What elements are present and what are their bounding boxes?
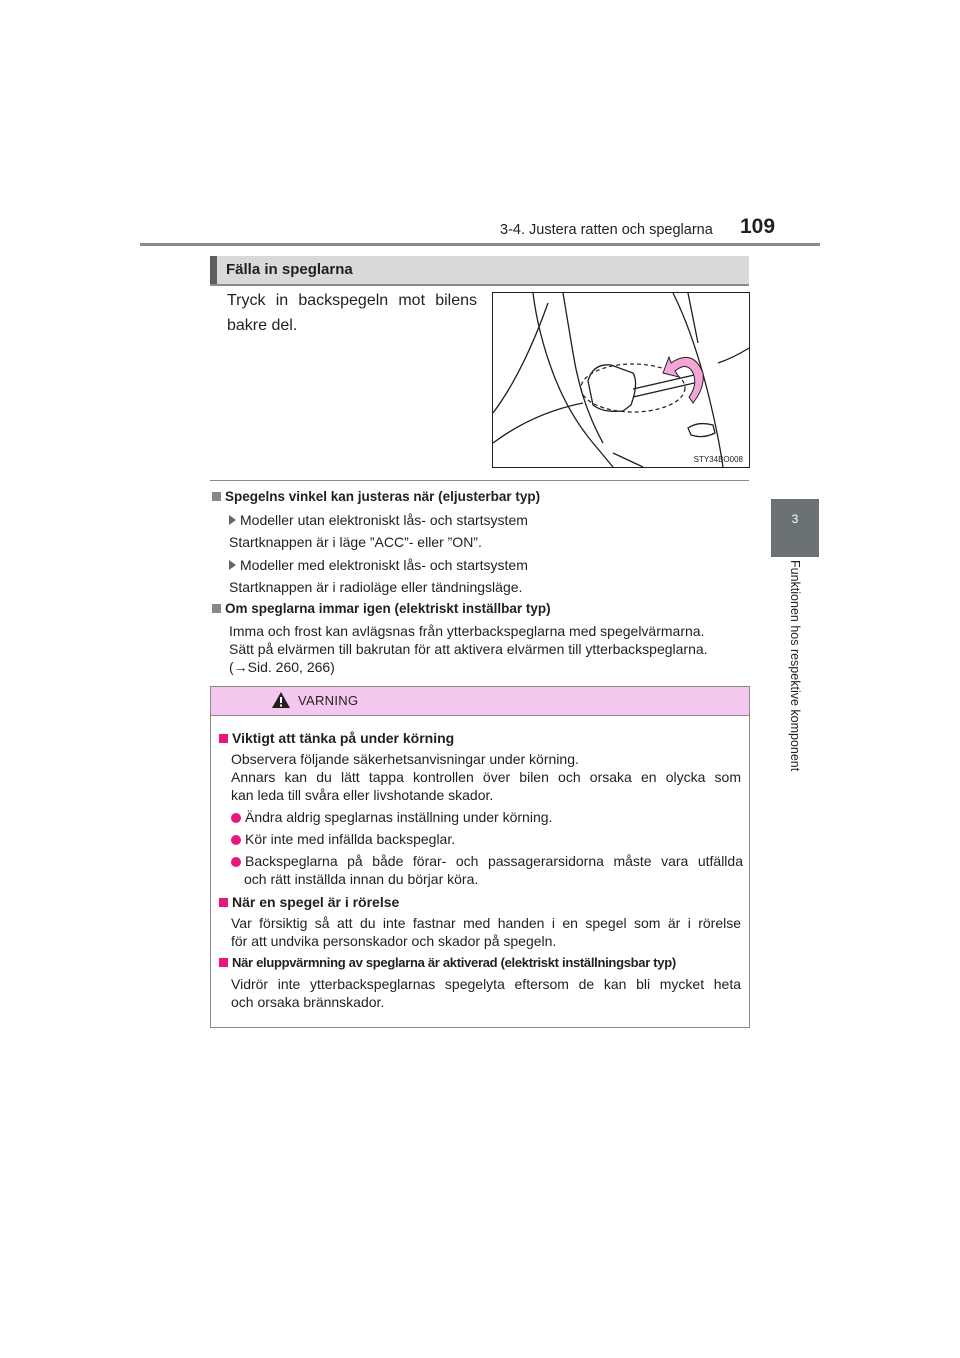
square-bullet-icon — [219, 898, 228, 907]
bullet-text: Kör inte med infällda backspeglar. — [245, 831, 456, 847]
warning-box — [210, 686, 750, 1028]
chapter-title-vertical — [772, 560, 818, 820]
header-divider — [140, 243, 820, 246]
warning-heading-text: När eluppvärmning av speglarna är aktiverad (elektriskt inställningsbar typ) — [232, 955, 676, 970]
model-line — [229, 511, 528, 529]
section-end-rule — [210, 480, 749, 481]
mirror-illustration — [492, 292, 750, 468]
chapter-title: Funktionen hos respektive komponent — [788, 560, 802, 772]
warning-text: Observera följande säkerhetsanvisningar under körning. — [231, 751, 579, 767]
warning-text: Vidrör inte ytterbackspeglarnas spegelyta eftersom de kan bli mycket heta — [231, 976, 741, 992]
round-bullet-icon — [231, 813, 241, 823]
warning-text: och orsaka brännskador. — [231, 994, 385, 1010]
square-bullet-icon — [212, 492, 221, 501]
section-heading-box — [210, 256, 749, 284]
figure-code: STY34BO008 — [693, 455, 743, 464]
warning-bullet — [231, 808, 755, 826]
note-text: Sätt på elvärmen till bakrutan för att aktivera elvärmen till ytterbackspeglarna. — [229, 641, 708, 657]
square-bullet-icon — [219, 734, 228, 743]
triangle-bullet-icon — [229, 560, 236, 570]
model-text: Modeller utan elektroniskt lås- och startsystem — [240, 512, 528, 528]
warning-text: Annars kan du lätt tappa kontrollen över bilen och orsaka en olycka som — [231, 769, 741, 785]
warning-heading-text: När en spegel är i rörelse — [232, 894, 400, 910]
note-heading — [212, 601, 551, 616]
round-bullet-icon — [231, 857, 241, 867]
page-number: 109 — [740, 215, 776, 238]
warning-heading — [219, 729, 743, 747]
warning-heading — [219, 893, 743, 911]
instruction-text: Tryck in backspegeln mot bilens bakre del. — [227, 292, 477, 334]
heading-rule — [210, 284, 749, 286]
mirror-fold-drawing — [493, 293, 749, 467]
square-bullet-icon — [219, 958, 228, 967]
square-bullet-icon — [212, 604, 221, 613]
warning-label: VARNING — [298, 693, 359, 708]
note-heading-text: Om speglarna immar igen (elektriskt inställbar typ) — [225, 601, 551, 616]
note-text: Startknappen är i radioläge eller tändningsläge. — [229, 579, 523, 595]
chapter-tab: 3 — [771, 499, 819, 557]
warning-text: och rätt inställda innan du börjar köra. — [244, 871, 479, 887]
triangle-bullet-icon — [229, 515, 236, 525]
warning-icon — [271, 691, 291, 709]
round-bullet-icon — [231, 835, 241, 845]
note-heading-text: Spegelns vinkel kan justeras när (eljusterbar typ) — [225, 489, 541, 504]
warning-heading-text: Viktigt att tänka på under körning — [232, 730, 455, 746]
warning-text: för att undvika personskador och skador på spegeln. — [231, 933, 557, 949]
heading-bar — [210, 256, 217, 284]
warning-text: kan leda till svåra eller livshotande skador. — [231, 787, 494, 803]
warning-header — [211, 687, 749, 716]
model-text: Modeller med elektroniskt lås- och startsystem — [240, 557, 528, 573]
note-heading — [212, 489, 540, 504]
warning-bullet — [231, 852, 743, 870]
section-title: 3-4. Justera ratten och speglarna — [500, 222, 713, 238]
note-text: (→Sid. 260, 266) — [229, 659, 335, 675]
warning-text: Var försiktig så att du inte fastnar med handen i en spegel som är i rörelse — [231, 915, 741, 931]
model-line — [229, 556, 528, 574]
bullet-text: Ändra aldrig speglarnas inställning under körning. — [245, 809, 553, 825]
note-text: Startknappen är i läge ”ACC”- eller ”ON”. — [229, 534, 482, 550]
section-heading: Fälla in speglarna — [226, 261, 353, 278]
warning-bullet — [231, 830, 755, 848]
note-text: Imma och frost kan avlägsnas från ytterbackspeglarna med spegelvärmarna. — [229, 623, 705, 639]
bullet-text: Backspeglarna på både förar- och passagerarsidorna måste vara utfällda — [245, 853, 743, 869]
warning-heading — [219, 954, 743, 972]
